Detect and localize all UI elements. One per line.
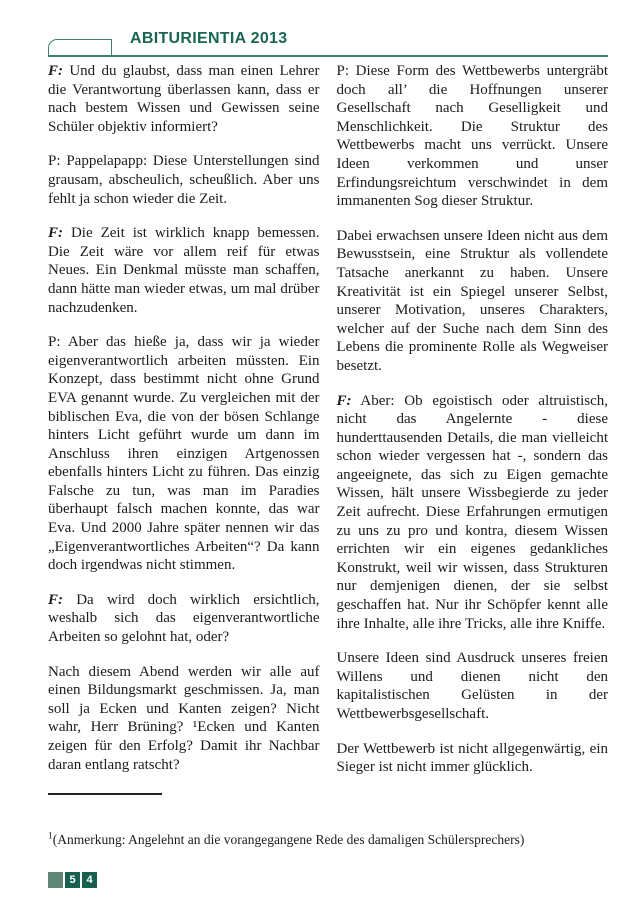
left-column (48, 62, 320, 777)
page-number-digit: 4 (82, 872, 97, 888)
speaker-label: P: (48, 334, 61, 351)
paragraph: Unsere Ideen sind Ausdruck unseres freien Willens und dienen nicht den kapitalistischen Gelüsten in der Wettbewerbsgesellschaft. (336, 650, 608, 722)
page-number-digit: 5 (65, 872, 80, 888)
article-columns (48, 62, 608, 777)
speaker-label: F: (336, 392, 352, 409)
footnote (48, 831, 593, 848)
speaker-label: F: (48, 63, 63, 79)
header-tab-ornament (48, 39, 112, 57)
page-title: ABITURIENTIA 2013 (130, 30, 288, 47)
paragraph: F: Da wird doch wirklich ersichtlich, weshalb sich das eigenverantwortliche Arbeiten so gelohnt hat, oder? (48, 591, 320, 646)
speaker-label: F: (48, 591, 63, 608)
footnote-separator (48, 793, 162, 795)
speaker-label: F: (48, 225, 63, 242)
paragraph: F: Die Zeit ist wirklich knapp bemessen. Die Zeit wäre vor allem reif für etwas Neues. Ein Denkmal müsste man schaffen, dann hätte man wieder etwas, um mal drüber nachzudenken. (48, 225, 320, 316)
footnote-text: (Anmerkung: Angelehnt an die vorangegangene Rede des damaligen Schülersprechers) (52, 832, 525, 847)
paragraph: F: Und du glaubst, dass man einen Lehrer die Verantwortung überlassen kann, dass er nach bestem Wissen und Gewissen seine Schüler objektiv informiert? (48, 63, 320, 135)
badge-ornament (48, 872, 63, 888)
speaker-label: P: (48, 153, 61, 170)
paragraph: Der Wettbewerb ist nicht allgegenwärtig, ein Sieger ist nicht immer glücklich. (336, 740, 608, 776)
paragraph: Nach diesem Abend werden wir alle auf einen Bildungsmarkt geschmissen. Ja, man soll ja Ecken und Kanten zeigen? Nicht wahr, Herr Brüning? ¹Ecken und Kanten zeigen für den Erfolg? Damit ihr Nachbar daran entlang ratscht? (48, 663, 320, 773)
paragraph: F: Aber: Ob egoistisch oder altruistisch, nicht das Angelernte - diese hunderttausenden Details, die man vielleicht schon wieder vergessen hat -, sondern das angeeignete, das sich zu Eigen gemachte Wissen, hält unsere Wissbegierde zu jeder Zeit aufrecht. Diese Erfahrungen ermutigen zu uns zu pro und kontra, diesem Wissen errichten wir ein eigenes gedankliches Konstrukt, weil wir wissen, dass Strukturen nur demjenigen dienen, der sie selbst geschaffen hat. Nur ihr Schöpfer kennt alle ihre Inhalte, alle ihre Tricks, alle ihre Kniffe. (336, 392, 608, 632)
paragraph: P: Aber das hieße ja, dass wir ja wieder eigenverantwortlich arbeiten müssten. Ein Konzept, dass bestimmt nicht ohne Grund EVA genannt wurde. Zu vergleichen mit der biblischen Eva, die von der bösen Schlange hinters Licht geführt wurde um dann im Anschluss ihren einzigen Artgenossen ebenfalls hinters Licht zu führen. Das einzig Falsche zu tun, was man im Paradies überhaupt falsch machen konnte, das war Eva. Und 2000 Jahre später nennen wir das „Eigenverantwortliches Arbeiten“? Da kann doch irgendwas nicht stimmen. (48, 334, 320, 574)
right-column (337, 62, 609, 777)
page-header (48, 30, 608, 57)
speaker-label: P: (336, 63, 350, 79)
footnote-marker: 1 (48, 831, 53, 842)
paragraph: P: Diese Form des Wettbewerbs untergräbt doch all’ die Hoffnungen unserer Gesellschaft nach Geselligkeit und Menschlichkeit. Die Struktur des Wettbewerbs macht uns verrückt. Unsere Ideen verkommen und unser Erfindungsreichtum verschwindet in dem immanenten Sog dieser Struktur. (336, 63, 608, 210)
paragraph: Dabei erwachsen unsere Ideen nicht aus dem Bewusstsein, eine Struktur als vollendete Tatsache anerkannt zu haben. Unsere Kreativität ist ein Spiegel unserer Selbst, unserer Motivation, unseres Charakters, welcher auf der Suche nach dem Sinn des Lebens die prominente Rolle als Wegweiser besetzt. (336, 227, 608, 374)
paragraph: P: Pappelapapp: Diese Unterstellungen sind grausam, abscheulich, scheußlich. Aber uns fehlt ja schon wieder die Zeit. (48, 153, 320, 207)
page-number-badge (48, 872, 97, 888)
